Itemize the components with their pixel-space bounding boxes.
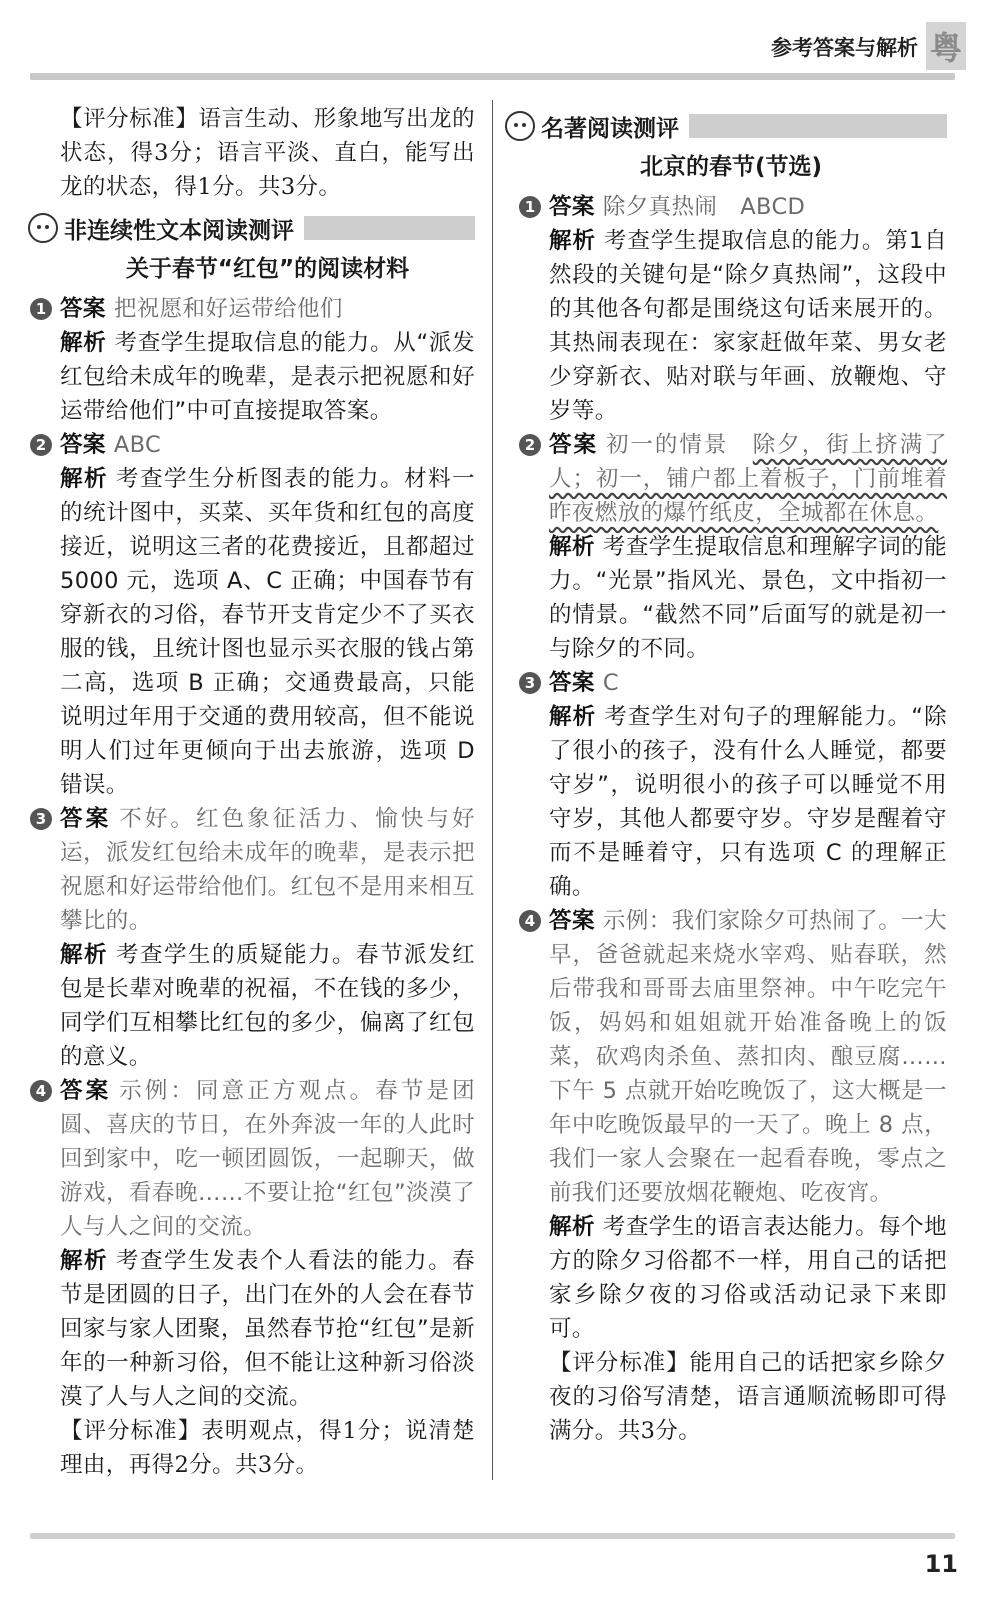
analysis-label: 解析 bbox=[60, 466, 109, 492]
student-avatar-icon bbox=[505, 111, 535, 141]
question-number-badge: 2 bbox=[519, 434, 541, 456]
section-title-bar bbox=[689, 114, 947, 138]
right-column bbox=[515, 102, 947, 1448]
left-column bbox=[35, 102, 475, 1482]
right-article-title: 北京的春节(节选) bbox=[639, 154, 823, 180]
left-question-1 bbox=[35, 292, 475, 428]
left-question-3 bbox=[35, 802, 475, 1074]
right-section-header bbox=[505, 106, 947, 146]
analysis-label: 解析 bbox=[60, 942, 109, 968]
answer-label: 答案 bbox=[60, 432, 106, 458]
question-number-badge: 1 bbox=[30, 298, 52, 320]
answer-text: C bbox=[602, 670, 619, 696]
analysis-label: 解析 bbox=[549, 534, 595, 560]
question-number-badge: 4 bbox=[30, 1080, 52, 1102]
student-avatar-icon bbox=[28, 213, 58, 243]
answer-text: 除夕真热闹 ABCD bbox=[602, 194, 806, 220]
answer-text: ABC bbox=[113, 432, 162, 458]
header-rule bbox=[30, 73, 955, 80]
analysis-text: 考查学生分析图表的能力。材料一的统计图中，买菜、买年货和红包的高度接近，说明这三者的花费接近，且都超过 5000 元，选项 A、C 正确；中国春节有穿新衣的习俗，春节开支肯定少不了买衣服的钱，且统计图也显示买衣服的钱占第二高，选项 B 正确；交通费最高，只能说明过年用于交通的费用较高，但不能说明人们过年更倾向于出去旅游，选项 D 错误。 bbox=[60, 466, 475, 798]
analysis-label: 解析 bbox=[549, 1214, 595, 1240]
answer-label: 答案 bbox=[549, 194, 595, 220]
answer-text: 把祝愿和好运带给他们 bbox=[113, 296, 343, 322]
running-header: 参考答案与解析 bbox=[771, 36, 918, 60]
left-question-4 bbox=[35, 1074, 475, 1414]
question-number-badge: 1 bbox=[519, 196, 541, 218]
analysis-text: 考查学生的语言表达能力。每个地方的除夕习俗都不一样，用自己的话把家乡除夕夜的习俗或活动记录下来即可。 bbox=[549, 1214, 947, 1342]
answer-label: 答案 bbox=[60, 1078, 112, 1104]
right-question-1 bbox=[524, 190, 947, 428]
region-badge: 粤 bbox=[926, 22, 966, 70]
footer-rule bbox=[30, 1533, 955, 1539]
analysis-label: 解析 bbox=[549, 704, 597, 730]
question-number-badge: 3 bbox=[519, 672, 541, 694]
answer-label: 答案 bbox=[60, 806, 112, 832]
right-section-title: 名著阅读测评 bbox=[541, 115, 679, 142]
answer-label: 答案 bbox=[60, 296, 106, 322]
left-article-title: 关于春节“红包”的阅读材料 bbox=[125, 256, 410, 282]
right-scoring-standard: 【评分标准】能用自己的话把家乡除夕夜的习俗写清楚，语言通顺流畅即可得满分。共3分。 bbox=[549, 1350, 947, 1444]
analysis-text: 考查学生的质疑能力。春节派发红包是长辈对晚辈的祝福，不在钱的多少，同学们互相攀比红包的多少，偏离了红包的意义。 bbox=[60, 942, 475, 1070]
answer-text: 不好。红色象征活力、愉快与好运，派发红包给未成年的晚辈，是表示把祝愿和好运带给他们。红包不是用来相互攀比的。 bbox=[60, 806, 475, 934]
right-question-3 bbox=[524, 666, 947, 904]
analysis-label: 解析 bbox=[549, 228, 596, 254]
left-section-title: 非连续性文本阅读测评 bbox=[64, 217, 294, 244]
answer-text: 示例：同意正方观点。春节是团圆、喜庆的节日，在外奔波一年的人此时回到家中，吃一顿团圆饭，一起聊天，做游戏，看春晚……不要让抢“红包”淡漠了人与人之间的交流。 bbox=[60, 1078, 475, 1240]
question-number-badge: 2 bbox=[30, 434, 52, 456]
answer-label: 答案 bbox=[549, 908, 595, 934]
left-question-2 bbox=[35, 428, 475, 802]
right-question-2 bbox=[524, 428, 948, 666]
answer-wavy-underlined-text: 除夕，街上挤满了人；初一，铺户都上着板子，门前堆着昨夜燃放的爆竹纸皮，全城都在休息。 bbox=[549, 432, 948, 526]
left-intro-scoring: 【评分标准】语言生动、形象地写出龙的状态，得3分；语言平淡、直白，能写出龙的状态，得1分。共3分。 bbox=[60, 106, 475, 200]
analysis-text: 考查学生提取信息的能力。从“派发红包给未成年的晚辈，是表示把祝愿和好运带给他们”中可直接提取答案。 bbox=[60, 330, 475, 424]
answer-text: 示例：我们家除夕可热闹了。一大早，爸爸就起来烧水宰鸡、贴春联，然后带我和哥哥去庙里祭神。中午吃完午饭，妈妈和姐姐就开始准备晚上的饭菜，砍鸡肉杀鱼、蒸扣肉、酿豆腐……下午 5 点就开始吃晚饭了，这大概是一年中吃晚饭最早的一天了。晚上 8 点，我们一家人会聚在一起看春晚，零点之前我们还要放烟花鞭炮、吃夜宵。 bbox=[549, 908, 947, 1206]
right-question-4 bbox=[524, 904, 947, 1346]
section-title-bar bbox=[304, 216, 475, 240]
question-number-badge: 3 bbox=[30, 808, 52, 830]
analysis-label: 解析 bbox=[60, 330, 107, 356]
page-number: 11 bbox=[924, 1550, 958, 1578]
analysis-text: 考查学生提取信息和理解字词的能力。“光景”指风光、景色，文中指初一的情景。“截然不同”后面写的就是初一与除夕的不同。 bbox=[549, 534, 947, 662]
left-section-header bbox=[28, 208, 475, 248]
answer-label: 答案 bbox=[549, 432, 598, 458]
analysis-text: 考查学生提取信息的能力。第1自然段的关键句是“除夕真热闹”，这段中的其他各句都是围绕这句话来展开的。其热闹表现在：家家赶做年菜、男女老少穿新衣、贴对联与年画、放鞭炮、守岁等。 bbox=[549, 228, 947, 424]
answer-label: 答案 bbox=[549, 670, 595, 696]
question-number-badge: 4 bbox=[519, 910, 541, 932]
column-divider bbox=[492, 100, 493, 1480]
left-scoring-standard: 【评分标准】表明观点，得1分；说清楚理由，再得2分。共3分。 bbox=[60, 1418, 475, 1478]
analysis-label: 解析 bbox=[60, 1248, 109, 1274]
answer-text: 初一的情景 bbox=[605, 432, 753, 458]
analysis-text: 考查学生对句子的理解能力。“除了很小的孩子，没有什么人睡觉，都要守岁”，说明很小的孩子可以睡觉不用守岁，其他人都要守岁。守岁是醒着守而不是睡着守，只有选项 C 的理解正确。 bbox=[549, 704, 947, 900]
analysis-text: 考查学生发表个人看法的能力。春节是团圆的日子，出门在外的人会在春节回家与家人团聚，虽然春节抢“红包”是新年的一种新习俗，但不能让这种新习俗淡漠了人与人之间的交流。 bbox=[60, 1248, 475, 1410]
